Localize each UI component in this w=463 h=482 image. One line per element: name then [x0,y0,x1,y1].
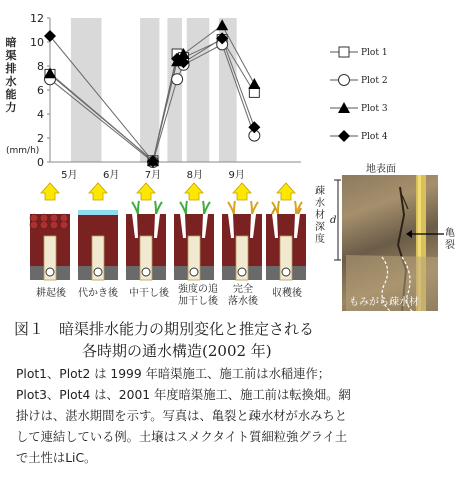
body-text-line: で土性はLiC。 [16,451,97,465]
stage-label: 完全 落水後 [228,284,258,307]
clod-icon [40,221,48,229]
body-text-line: Plot1、Plot2 は 1999 年暗渠施工、施工前は水稲連作； [16,367,331,381]
drain-pipe-icon [282,268,290,276]
clod-icon [30,221,38,229]
clod-icon [50,221,58,229]
body-text-line: 掛けは、湛水期間を示す。写真は、亀裂と疎水材が水みちと [16,409,348,423]
photo-inner-label: もみがら疎水材 [349,297,419,308]
y-axis-unit: (mm/h) [6,146,40,156]
depth-bracket [326,178,342,262]
x-tick-label: 5月 [61,170,78,181]
legend-label: Plot 3 [361,104,388,114]
y-tick-label: 4 [37,108,44,121]
stage-label: 代かき後 [78,288,118,299]
soil-photo [342,175,438,311]
y-tick-label: 0 [37,156,44,169]
upflow-arrow-icon [185,183,203,200]
stage-label: 耕起後 [36,288,66,299]
legend-item-plot1 [328,42,428,70]
y-tick-label: 12 [30,12,44,25]
x-tick-label: 6月 [102,170,120,181]
legend-item-plot2 [328,70,428,98]
stage-label: 強度の追 加干し後 [178,284,218,307]
flood-water [78,210,118,215]
depth-label: 疎水材深度 [315,186,325,245]
upflow-arrow-icon [233,183,251,200]
drain-pipe-icon [46,268,54,276]
rice-plant-icon [272,201,302,214]
x-tick-label: 9月 [228,170,245,181]
y-tick-label: 2 [37,132,44,145]
rice-plant-icon [132,201,162,214]
x-tick-label: 8月 [186,170,203,181]
legend [328,42,428,154]
body-text-line: Plot3、Plot4 は、2001 年度暗渠施工、施工前は転換畑。網 [16,388,351,402]
data-point [172,74,183,85]
data-point [248,78,260,89]
data-point [44,30,56,42]
stage-label: 収穫後 [272,288,302,299]
legend-label: Plot 1 [361,48,388,58]
upflow-arrow-icon [137,183,155,200]
drain-pipe-icon [142,268,150,276]
shaded-period [187,18,210,162]
drain-pipe-icon [190,268,198,276]
clod-icon [60,221,68,229]
y-tick-label: 10 [30,36,44,49]
y-tick-label: 8 [37,60,44,73]
y-tick-label: 6 [37,84,44,97]
stage-label: 中干し後 [129,288,169,299]
upflow-arrow-icon [277,183,295,200]
figure-caption: 図１ 暗渠排水能力の期別変化と推定される [14,320,315,338]
x-tick-label: 7月 [144,170,162,181]
photo-title: 地表面 [366,164,396,175]
depth-symbol: d [330,215,337,226]
drain-pipe-icon [238,268,246,276]
crack-label: 亀裂 [445,228,455,251]
rice-plant-icon [180,201,210,214]
figure-caption-line2: 各時期の通水構造(2002 年) [82,342,272,360]
legend-item-plot4 [328,126,428,154]
legend-label: Plot 2 [361,76,388,86]
body-text-line: して連結している例。土壌はスメクタイト質細粒強グライ土 [16,430,348,444]
shaded-period [71,18,102,162]
drain-pipe-icon [94,268,102,276]
upflow-arrow-icon [41,183,59,200]
shaded-period [140,18,159,162]
rice-plant-icon [228,201,258,214]
upflow-arrow-icon [89,183,107,200]
y-axis-label: 暗渠排水能力 [5,36,17,114]
legend-item-plot3 [328,98,428,126]
legend-label: Plot 4 [361,132,388,142]
crack-arrow [404,226,446,242]
